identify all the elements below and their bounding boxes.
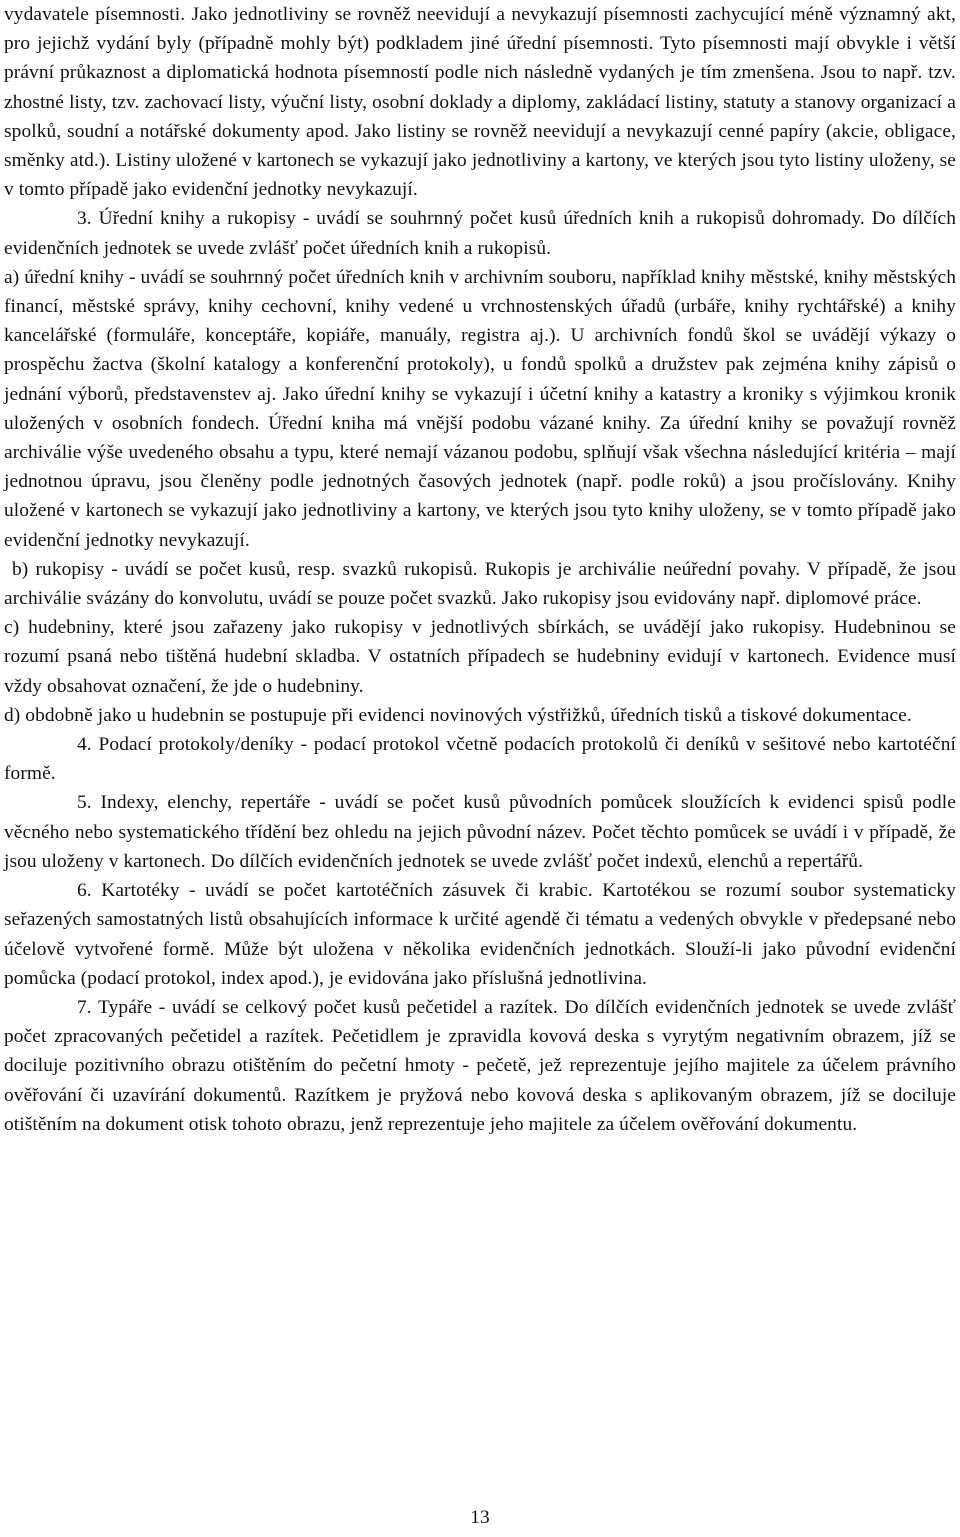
paragraph-item-7: 7. Typáře - uvádí se celkový počet kusů pečetidel a razítek. Do dílčích evidenčních jednotek se uvede zvlášť počet zpracovaných pečetidel a razítek. Pečetidlem je zpravidla kovová deska s vyrytým negativním obrazem, jíž se dociluje pozitivního obrazu otištěním do pečetní hmoty - pečetě, jež reprezentuje jejího majitele za účelem právního ověřování či uzavírání dokumentů. Razítkem je pryžová nebo kovová deska s aplikovaným obrazem, jíž se dociluje otištěním na dokument otisk tohoto obrazu, jenž reprezentuje jeho majitele za účelem ověřování dokumentu. (4, 996, 956, 1135)
paragraph-item-4: 4. Podací protokoly/deníky - podací protokol včetně podacích protokolů či deníků v sešitové nebo kartotéční formě. (4, 734, 956, 785)
paragraph-item-3b: b) rukopisy - uvádí se počet kusů, resp. svazků rukopisů. Rukopis je archiválie neúřední povahy. V případě, že jsou archiválie svázány do konvolutu, uvádí se pouze počet svazků. Jako rukopisy jsou evidovány např. diplomové práce. (4, 558, 956, 610)
paragraph-item-3: 3. Úřední knihy a rukopisy - uvádí se souhrnný počet kusů úředních knih a rukopisů dohromady. Do dílčích evidenčních jednotek se uvede zvlášť počet úředních knih a rukopisů. (4, 208, 956, 259)
paragraph-item-3a: a) úřední knihy - uvádí se souhrnný počet úředních knih v archivním souboru, například knihy městské, knihy městských financí, městské správy, knihy cechovní, knihy vedené u vrchnostenských úřadů (urbáře, knihy rychtářské) a knihy kancelářské (formuláře, konceptáře, kopiáře, manuály, registra aj.). U archivních fondů škol se uvádějí výkazy o prospěchu žactva (školní katalogy a konferenční protokoly), u fondů spolků a družstev pak zejména knihy zápisů o jednání výborů, představenstev aj. Jako úřední knihy se vykazují i účetní knihy a katastry a kroniky s výjimkou kronik uložených v osobních fondech. Úřední kniha má vnější podobu vázané knihy. Za úřední knihy se považují rovněž archiválie výše uvedeného obsahu a typu, které nemají vázanou podobu, splňují však všechna následující kritéria – mají jednotnou úpravu, jsou členěny podle jednotných časových jednotek (např. podle roků) a jsou pročíslovány. Knihy uložené v kartonech se vykazují jako jednotliviny a kartony, ve kterých jsou tyto knihy uloženy, se v tomto případě jako evidenční jednotky nevykazují. (4, 266, 956, 551)
paragraph-item-3c: c) hudebniny, které jsou zařazeny jako rukopisy v jednotlivých sbírkách, se uvádějí jako rukopisy. Hudebninou se rozumí psaná nebo tištěná hudební skladba. V ostatních případech se hudebniny evidují v kartonech. Evidence musí vždy obsahovat označení, že jde o hudebniny. (4, 617, 956, 697)
page-number: 13 (470, 1507, 490, 1528)
paragraph-listiny-continued: vydavatele písemnosti. Jako jednotliviny se rovněž neevidují a nevykazují písemnosti zachycující méně významný akt, pro jejichž vydání byly (případně mohly být) podkladem jiné úřední písemnosti. Tyto písemnosti mají obvykle i větší právní průkaznost a diplomatická hodnota písemností podle nich následně vydaných je tím zmenšena. Jsou to např. tzv. zhostné listy, tzv. zachovací listy, výuční listy, osobní doklady a diplomy, zakládací listiny, statuty a stanovy organizací a spolků, soudní a notářské dokumenty apod. Jako listiny se rovněž neevidují a nevykazují cenné papíry (akcie, obligace, směnky atd.). Listiny uložené v kartonech se vykazují jako jednotliviny a kartony, ve kterých jsou tyto listiny uloženy, se v tomto případě jako evidenční jednotky nevykazují. (4, 4, 956, 201)
paragraph-item-5: 5. Indexy, elenchy, repertáře - uvádí se počet kusů původních pomůcek sloužících k evidenci spisů podle věcného nebo systematického třídění bez ohledu na jejich původní název. Počet těchto pomůcek se uvádí i v případě, že jsou uloženy v kartonech. Do dílčích evidenčních jednotek se uvede zvlášť počet indexů, elenchů a repertářů. (4, 792, 956, 872)
paragraph-item-6: 6. Kartotéky - uvádí se počet kartotéčních zásuvek či krabic. Kartotékou se rozumí soubor systematicky seřazených samostatných listů obsahujících informace k určité agendě či tématu a vedených obvykle v předepsané nebo účelově vytvořené formě. Může být uložena v několika evidenčních jednotkách. Slouží-li jako původní evidenční pomůcka (podací protokol, index apod.), je evidována jako příslušná jednotlivina. (4, 880, 956, 989)
document-body (4, 0, 956, 1139)
paragraph-item-3d: d) obdobně jako u hudebnin se postupuje při evidenci novinových výstřižků, úředních tisků a tiskové dokumentace. (4, 704, 912, 726)
